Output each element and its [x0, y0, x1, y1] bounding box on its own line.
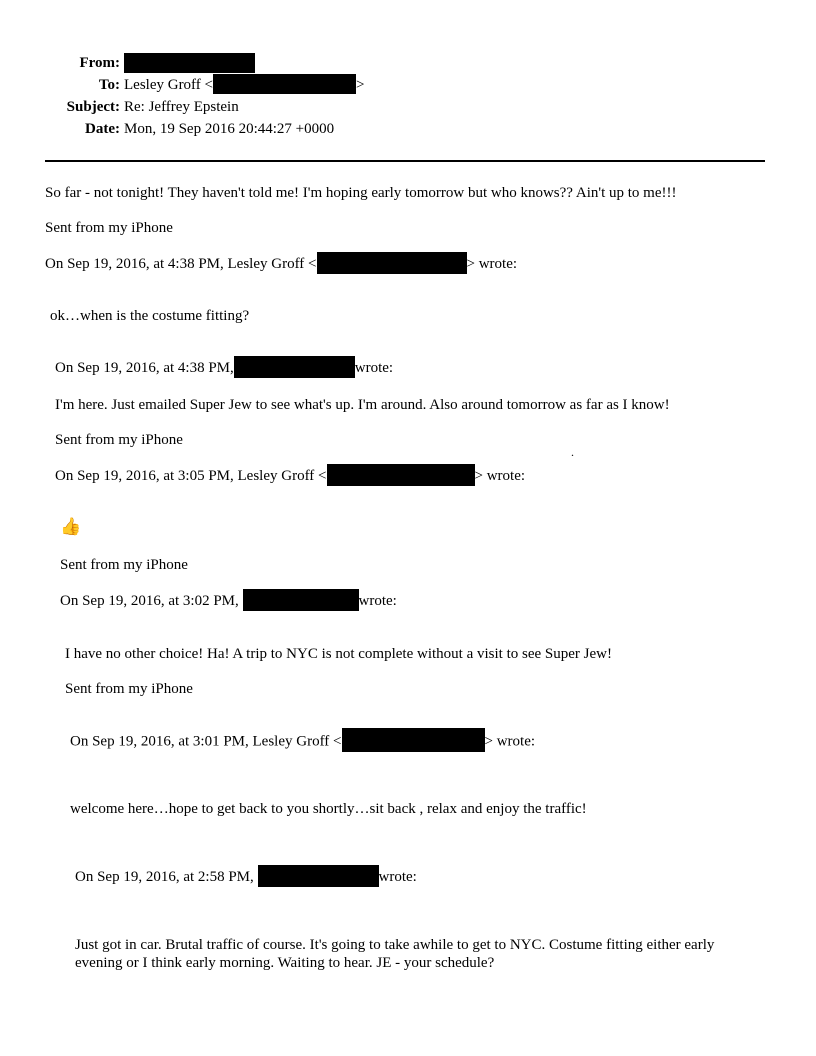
attribution-7-prefix: On Sep 19, 2016, at 2:58 PM, — [75, 869, 254, 885]
from-label: From: — [79, 55, 120, 71]
subject-value: Re: Jeffrey Epstein — [124, 99, 239, 115]
signature-1: Sent from my iPhone — [45, 220, 173, 236]
message-body-5: I have no other choice! Ha! A trip to NYC is not complete without a visit to see Super Jew! — [65, 646, 612, 662]
redacted-address-6 — [342, 728, 485, 752]
signature-4: Sent from my iPhone — [60, 557, 188, 573]
redacted-sender-3 — [234, 356, 355, 378]
attribution-4 — [55, 467, 525, 486]
redacted-address-2 — [317, 252, 467, 274]
signature-5: Sent from my iPhone — [65, 681, 193, 697]
redacted-sender-7 — [258, 865, 379, 887]
attribution-7-suffix: wrote: — [378, 869, 417, 885]
redacted-to-address — [213, 74, 356, 94]
attribution-2-suffix: > wrote: — [466, 256, 518, 272]
attribution-6-suffix: > wrote: — [484, 733, 536, 750]
to-name: Lesley Groff < — [124, 77, 213, 93]
redacted-sender-5 — [243, 589, 359, 611]
redacted-address-4 — [327, 464, 475, 486]
attribution-5-prefix: On Sep 19, 2016, at 3:02 PM, — [60, 593, 239, 609]
attribution-3-prefix: On Sep 19, 2016, at 4:38 PM, — [55, 360, 234, 376]
attribution-6 — [70, 732, 535, 752]
attribution-3-suffix: wrote: — [354, 360, 394, 376]
attribution-7 — [75, 868, 417, 887]
to-suffix: > — [356, 77, 365, 93]
attribution-5 — [60, 592, 397, 611]
attribution-4-prefix: On Sep 19, 2016, at 3:05 PM, Lesley Groff < — [55, 468, 327, 484]
thumbs-up-icon: 👍 — [60, 517, 82, 536]
message-body-7: Just got in car. Brutal traffic of course. It's going to take awhile to get to NYC. Costume fitting either early evening or I think early morning. Waiting to hear. JE - your schedule? — [75, 937, 715, 971]
attribution-2-prefix: On Sep 19, 2016, at 4:38 PM, Lesley Groff < — [45, 256, 317, 272]
attribution-4-suffix: > wrote: — [474, 468, 526, 484]
subject-label: Subject: — [66, 99, 120, 115]
signature-3: Sent from my iPhone — [55, 432, 183, 448]
message-body-3: I'm here. Just emailed Super Jew to see what's up. I'm around. Also around tomorrow as far as I know! — [55, 397, 670, 413]
date-label: Date: — [85, 121, 120, 137]
message-body-2: ok…when is the costume fitting? — [50, 308, 250, 324]
attribution-3 — [55, 359, 393, 378]
stray-dot: . — [571, 445, 574, 459]
redacted-from-address — [124, 53, 255, 73]
header-divider — [45, 160, 765, 162]
attribution-6-prefix: On Sep 19, 2016, at 3:01 PM, Lesley Groff < — [70, 733, 342, 750]
attribution-5-suffix: wrote: — [358, 593, 397, 609]
attribution-2 — [45, 255, 517, 274]
message-body-1: So far - not tonight! They haven't told me! I'm hoping early tomorrow but who knows?? Ain't up to me!!! — [45, 185, 677, 201]
to-value — [124, 76, 364, 94]
message-body-6: welcome here…hope to get back to you shortly…sit back , relax and enjoy the traffic! — [70, 801, 587, 817]
date-value: Mon, 19 Sep 2016 20:44:27 +0000 — [124, 121, 335, 137]
to-label: To: — [98, 77, 120, 93]
